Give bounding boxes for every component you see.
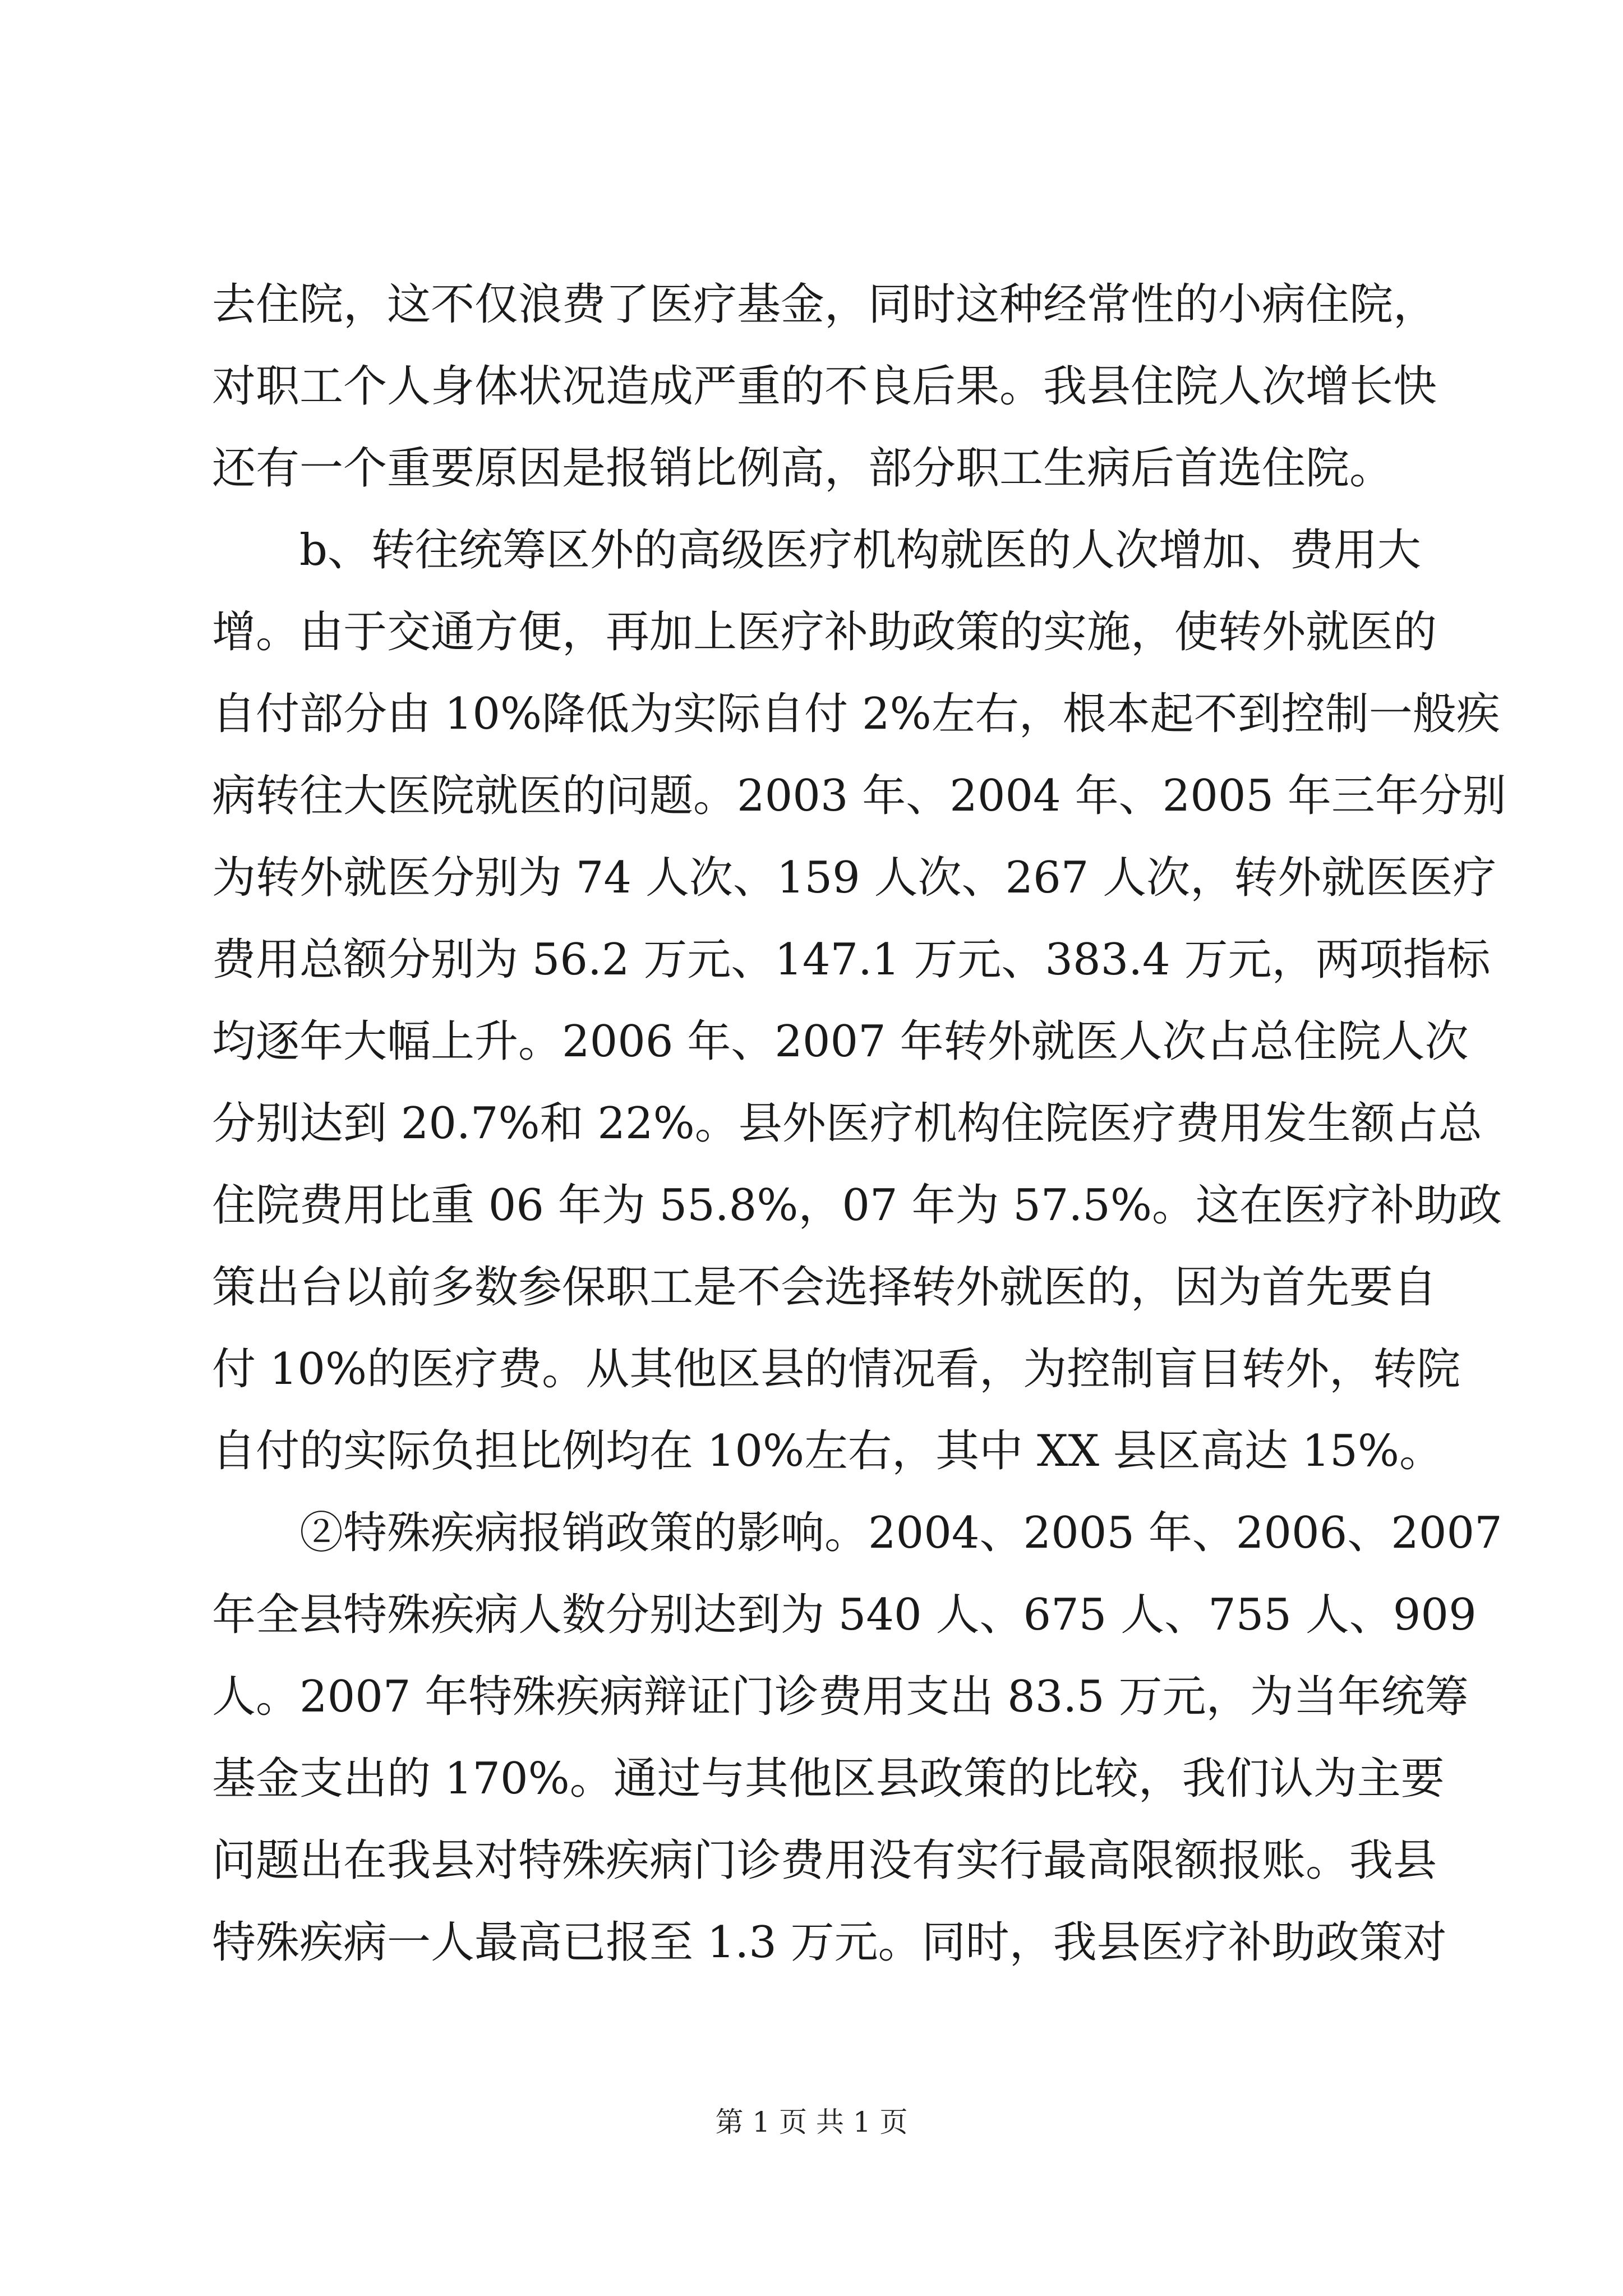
text-line: 为转外就医分别为 74 人次、159 人次、267 人次，转外就医医疗 <box>212 853 1497 903</box>
text-line: 特殊疾病一人最高已报至 1.3 万元。同时，我县医疗补助政策对 <box>212 1917 1447 1968</box>
document-body <box>212 264 1506 1984</box>
text-line: b、转往统筹区外的高级医疗机构就医的人次增加、费用大 <box>299 525 1421 576</box>
text-line: 病转往大医院就医的问题。2003 年、2004 年、2005 年三年分别 <box>212 771 1506 821</box>
text-line: 基金支出的 170%。通过与其他区县政策的比较，我们认为主要 <box>212 1754 1445 1804</box>
text-line: 住院费用比重 06 年为 55.8%，07 年为 57.5%。这在医疗补助政 <box>212 1180 1502 1231</box>
page-footer <box>0 2102 1623 2142</box>
text-line: 年全县特殊疾病人数分别达到为 540 人、675 人、755 人、909 <box>212 1590 1477 1640</box>
text-line: 费用总额分别为 56.2 万元、147.1 万元、383.4 万元，两项指标 <box>212 935 1491 985</box>
text-line: 均逐年大幅上升。2006 年、2007 年转外就医人次占总住院人次 <box>212 1016 1469 1067</box>
text-line: 分别达到 20.7%和 22%。县外医疗机构住院医疗费用发生额占总 <box>212 1098 1482 1149</box>
text-line: 对职工个人身体状况造成严重的不良后果。我县住院人次增长快 <box>212 361 1437 412</box>
text-line: 人。2007 年特殊疾病辩证门诊费用支出 83.5 万元，为当年统筹 <box>212 1672 1469 1722</box>
text-line: 自付的实际负担比例均在 10%左右，其中 XX 县区高达 15%。 <box>212 1426 1443 1476</box>
text-line: 自付部分由 10%降低为实际自付 2%左右，根本起不到控制一般疾 <box>212 689 1500 739</box>
text-line: 增。由于交通方便，再加上医疗补助政策的实施，使转外就医的 <box>212 607 1437 657</box>
page-number-label: 第 1 页 共 1 页 <box>715 2106 908 2138</box>
text-line: 去住院，这不仅浪费了医疗基金，同时这种经常性的小病住院， <box>212 279 1437 330</box>
text-line: 策出台以前多数参保职工是不会选择转外就医的，因为首先要自 <box>212 1262 1437 1313</box>
text-line: 付 10%的医疗费。从其他区县的情况看，为控制盲目转外，转院 <box>212 1344 1461 1395</box>
text-line: 还有一个重要原因是报销比例高，部分职工生病后首选住院。 <box>212 443 1394 494</box>
text-line: 问题出在我县对特殊疾病门诊费用没有实行最高限额报账。我县 <box>212 1835 1437 1886</box>
text-line: ②特殊疾病报销政策的影响。2004、2005 年、2006、2007 <box>299 1508 1502 1558</box>
